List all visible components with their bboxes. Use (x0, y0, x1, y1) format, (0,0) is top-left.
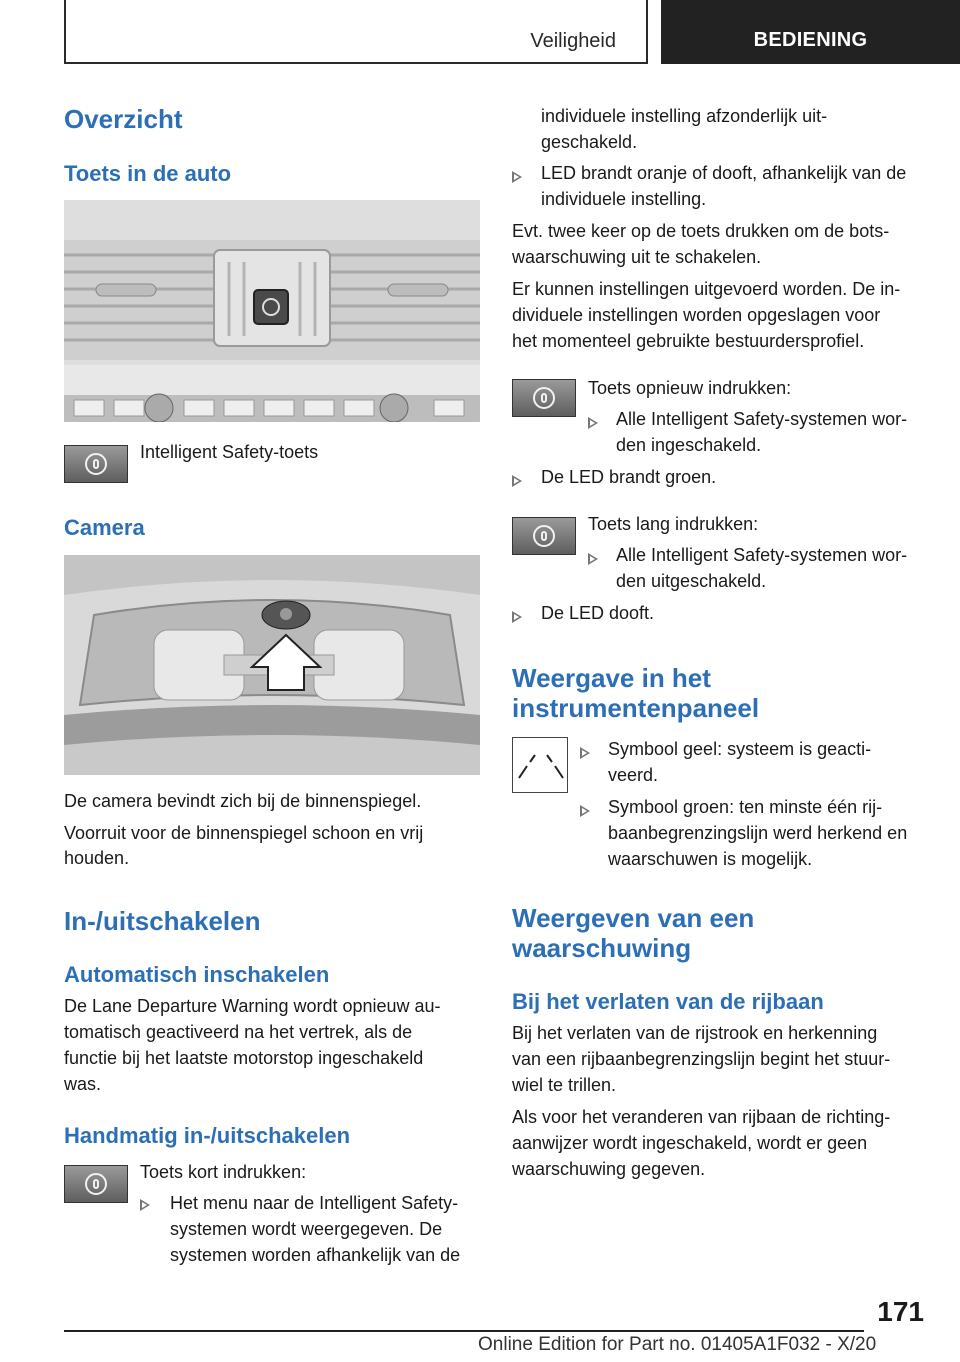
page-number: 171 (877, 1296, 924, 1327)
richting-line-1: Als voor het veranderen van rijbaan de richting‐ (512, 1107, 891, 1127)
bullet-8-line-1: Symbool groen: ten minste één rij‐ (608, 797, 883, 817)
lane-departure-symbol-icon (512, 737, 568, 793)
heading-toets-in-de-auto: Toets in de auto (64, 161, 232, 186)
section-title: Veiligheid (530, 30, 616, 52)
camera-text-2a: Voorruit voor de binnenspiegel schoon en vrij (64, 823, 424, 843)
para-2-line-2: dividuele instellingen worden opgeslagen voor (512, 305, 881, 325)
intelligent-safety-button-icon (64, 1165, 128, 1203)
richting-line-2: aanwijzer wordt ingeschakeld, wordt er geen (512, 1133, 868, 1153)
auto-line-1: De Lane Departure Warning wordt opnieuw au‐ (64, 996, 441, 1016)
button-caption: Intelligent Safety-toets (140, 442, 319, 462)
heading-overzicht: Overzicht (64, 104, 183, 134)
bullet-1-line-3: systemen worden afhankelijk van de (170, 1245, 461, 1265)
heading-weergeven-2: waarschuwing (512, 933, 692, 963)
heading-camera: Camera (64, 515, 145, 540)
bullet-4: De LED brandt groen. (541, 467, 717, 487)
header-frame (64, 0, 648, 64)
lang-indrukken: Toets lang indrukken: (588, 514, 759, 534)
intelligent-safety-button-icon (512, 379, 576, 417)
camera-text-1: De camera bevindt zich bij de binnenspiegel. (64, 791, 422, 811)
opnieuw-indrukken: Toets opnieuw indrukken: (588, 378, 792, 398)
bullet-3-line-2: den ingeschakeld. (616, 435, 762, 455)
bullet-triangle-icon (512, 611, 522, 623)
bullet-1-line-2: systemen wordt weergegeven. De (170, 1219, 443, 1239)
bullet-5-line-2: den uitgeschakeld. (616, 571, 767, 591)
footer-divider (64, 1330, 864, 1332)
heading-weergave-1: Weergave in het (512, 663, 711, 693)
para-1-line-2: waarschuwing uit te schakelen. (512, 247, 762, 267)
richting-line-3: waarschuwing gegeven. (512, 1159, 706, 1179)
intelligent-safety-button-icon (512, 517, 576, 555)
intelligent-safety-button-icon (64, 445, 128, 483)
heading-automatisch: Automatisch inschakelen (64, 962, 330, 987)
bullet-3-line-1: Alle Intelligent Safety-systemen wor‐ (616, 409, 908, 429)
bullet-triangle-icon (580, 747, 590, 759)
bullet-8-line-3: waarschuwen is mogelijk. (608, 849, 813, 869)
dashboard-photo (64, 200, 480, 422)
edition-note: Online Edition for Part no. 01405A1F032 - X/20 (478, 1334, 877, 1355)
auto-line-4: was. (64, 1074, 102, 1094)
heading-weergave-2: instrumentenpaneel (512, 693, 760, 723)
bullet-7-line-1: Symbool geel: systeem is geacti‐ (608, 739, 872, 759)
verlaten-line-3: wiel te trillen. (512, 1075, 617, 1095)
para-1-line-1: Evt. twee keer op de toets drukken om de bots‐ (512, 221, 890, 241)
camera-text-2b: houden. (64, 848, 130, 868)
bullet-triangle-icon (580, 805, 590, 817)
cont-line-1: individuele instelling afzonderlijk uit‐ (541, 106, 828, 126)
bullet-1-line-1: Het menu naar de Intelligent Safety- (170, 1193, 459, 1213)
auto-line-3: functie bij het laatste motorstop ingeschakeld (64, 1048, 424, 1068)
bullet-2-line-2: individuele instelling. (541, 189, 707, 209)
bullet-triangle-icon (512, 171, 522, 183)
para-2-line-1: Er kunnen instellingen uitgevoerd worden. De in‐ (512, 279, 901, 299)
verlaten-line-2: van een rijbaanbegrenzingslijn begint het stuur‐ (512, 1049, 891, 1069)
chapter-tab: BEDIENING (661, 0, 960, 64)
heading-verlaten: Bij het verlaten van de rijbaan (512, 989, 824, 1014)
heading-handmatig: Handmatig in-/uitschakelen (64, 1123, 351, 1148)
bullet-6: De LED dooft. (541, 603, 655, 623)
verlaten-line-1: Bij het verlaten van de rijstrook en herkenning (512, 1023, 878, 1043)
bullet-triangle-icon (140, 1199, 150, 1211)
bullet-triangle-icon (588, 417, 598, 429)
cont-line-2: geschakeld. (541, 132, 638, 152)
para-2-line-3: het momenteel gebruikte bestuurdersprofiel. (512, 331, 865, 351)
camera-photo (64, 555, 480, 775)
kort-indrukken: Toets kort indrukken: (140, 1162, 307, 1182)
bullet-triangle-icon (588, 553, 598, 565)
bullet-7-line-2: veerd. (608, 765, 659, 785)
bullet-2-line-1: LED brandt oranje of dooft, afhankelijk van de (541, 163, 907, 183)
heading-in-uitschakelen: In-/uitschakelen (64, 906, 261, 936)
bullet-triangle-icon (512, 475, 522, 487)
auto-line-2: tomatisch geactiveerd na het vertrek, als de (64, 1022, 413, 1042)
bullet-8-line-2: baanbegrenzingslijn werd herkend en (608, 823, 908, 843)
heading-weergeven-1: Weergeven van een (512, 903, 755, 933)
bullet-5-line-1: Alle Intelligent Safety-systemen wor‐ (616, 545, 908, 565)
